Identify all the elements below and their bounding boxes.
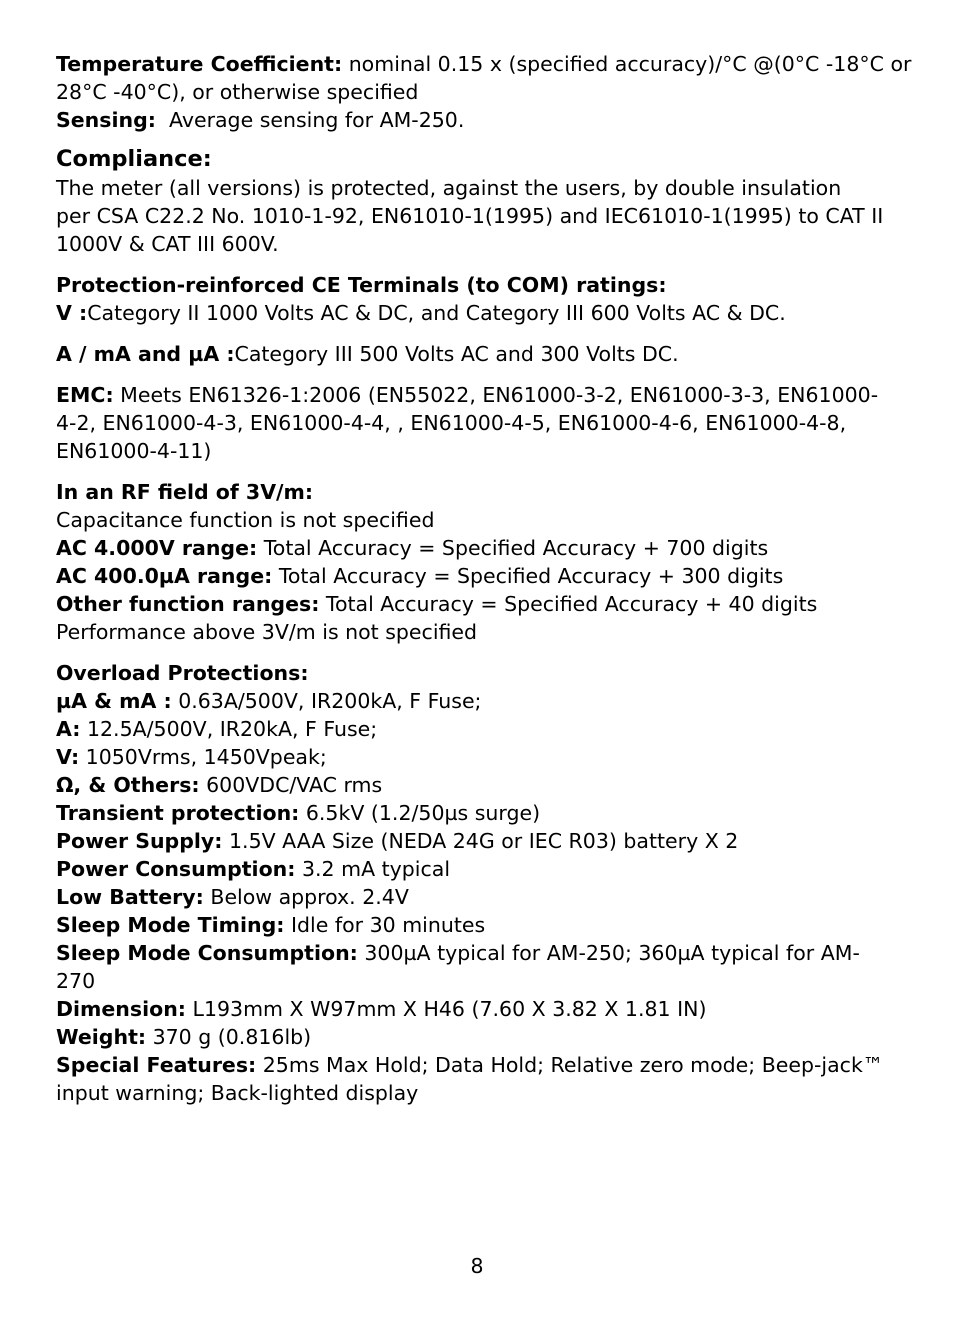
compliance-heading: Compliance:: [56, 146, 212, 172]
temp-coefficient-label: Temperature Coefficient:: [56, 52, 343, 76]
sleep-timing-line: [56, 911, 876, 939]
rf-performance: Performance above 3V/m is not specified: [56, 620, 478, 644]
sensing-value: Average sensing for AM-250.: [155, 108, 465, 132]
power-consumption-value: 3.2 mA typical: [295, 857, 451, 881]
weight-line: [56, 1023, 876, 1051]
emc-line-1: [56, 381, 879, 409]
rf-ac400-value: Total Accuracy = Specified Accuracy + 300 digits: [272, 564, 784, 588]
protection-a-value: Category III 500 Volts AC and 300 Volts DC.: [234, 342, 679, 366]
power-supply-label: Power Supply:: [56, 829, 223, 853]
protection-a-label: A / mA and µA :: [56, 342, 235, 366]
spacer: [56, 646, 876, 659]
sleep-timing-label: Sleep Mode Timing:: [56, 913, 285, 937]
sleep-consumption-value: 300µA typical for AM-250; 360µA typical for AM-: [357, 941, 860, 965]
overload-ohm-value: 600VDC/VAC rms: [199, 773, 383, 797]
emc-value: Meets EN61326-1:2006 (EN55022, EN61000-3-2, EN61000-3-3, EN61000-: [113, 383, 879, 407]
overload-heading: Overload Protections:: [56, 661, 309, 685]
compliance-text-2: per CSA C22.2 No. 1010-1-92, EN61010-1(1995) and IEC61010-1(1995) to CAT II: [56, 204, 884, 228]
rf-ac4-label: AC 4.000V range:: [56, 536, 258, 560]
protection-v-line: [56, 299, 876, 327]
rf-capacitance: Capacitance function is not specified: [56, 508, 435, 532]
special-features-value: 25ms Max Hold; Data Hold; Relative zero mode; Beep-jack™: [256, 1053, 884, 1077]
protection-v-label: V :: [56, 301, 88, 325]
overload-v-value: 1050Vrms, 1450Vpeak;: [79, 745, 327, 769]
compliance-text-1: The meter (all versions) is protected, against the users, by double insulation: [56, 176, 842, 200]
overload-ua-line: [56, 687, 876, 715]
overload-ohm-line: [56, 771, 876, 799]
sleep-consumption-line: [56, 939, 876, 967]
emc-label: EMC:: [56, 383, 114, 407]
low-battery-label: Low Battery:: [56, 885, 204, 909]
rf-ac4-value: Total Accuracy = Specified Accuracy + 700 digits: [257, 536, 769, 560]
protection-v-value: Category II 1000 Volts AC & DC, and Category III 600 Volts AC & DC.: [87, 301, 786, 325]
special-features-line: [56, 1051, 884, 1079]
special-features-line-2: input warning; Back-lighted display: [56, 1081, 419, 1105]
sleep-timing-value: Idle for 30 minutes: [284, 913, 486, 937]
transient-line: [56, 799, 876, 827]
overload-ua-value: 0.63A/500V, IR200kA, F Fuse;: [171, 689, 482, 713]
weight-value: 370 g (0.816lb): [146, 1025, 312, 1049]
emc-line-3: EN61000-4-11): [56, 439, 212, 463]
rf-other-line: [56, 590, 876, 618]
rf-heading: In an RF field of 3V/m:: [56, 480, 314, 504]
overload-a-label: A:: [56, 717, 81, 741]
spec-page-body: [56, 50, 912, 1107]
page-number: 8: [470, 1254, 484, 1278]
power-supply-value: 1.5V AAA Size (NEDA 24G or IEC R03) battery X 2: [222, 829, 739, 853]
weight-label: Weight:: [56, 1025, 147, 1049]
dimension-value: L193mm X W97mm X H46 (7.60 X 3.82 X 1.81 IN): [186, 997, 707, 1021]
low-battery-line: [56, 883, 876, 911]
rf-other-value: Total Accuracy = Specified Accuracy + 40 digits: [319, 592, 818, 616]
power-supply-line: [56, 827, 876, 855]
overload-v-label: V:: [56, 745, 80, 769]
rf-other-label: Other function ranges:: [56, 592, 320, 616]
protection-heading: Protection-reinforced CE Terminals (to COM) ratings:: [56, 273, 667, 297]
compliance-text-3: 1000V & CAT III 600V.: [56, 232, 279, 256]
power-consumption-line: [56, 855, 876, 883]
spacer: [56, 258, 876, 271]
overload-a-value: 12.5A/500V, IR20kA, F Fuse;: [80, 717, 378, 741]
sleep-consumption-line-2: 270: [56, 969, 96, 993]
rf-ac400-line: [56, 562, 876, 590]
overload-a-line: [56, 715, 876, 743]
spacer: [56, 368, 876, 381]
low-battery-value: Below approx. 2.4V: [203, 885, 409, 909]
transient-label: Transient protection:: [56, 801, 300, 825]
overload-v-line: [56, 743, 876, 771]
rf-ac4-line: [56, 534, 876, 562]
overload-ohm-label: Ω, & Others:: [56, 773, 200, 797]
spacer: [56, 465, 876, 478]
sleep-consumption-label: Sleep Mode Consumption:: [56, 941, 358, 965]
dimension-line: [56, 995, 876, 1023]
temp-coefficient-line-2: 28°C -40°C), or otherwise specified: [56, 80, 419, 104]
dimension-label: Dimension:: [56, 997, 187, 1021]
spacer: [56, 327, 876, 340]
emc-line-2: 4-2, EN61000-4-3, EN61000-4-4, , EN61000-4-5, EN61000-4-6, EN61000-4-8,: [56, 411, 847, 435]
sensing-line: [56, 106, 876, 134]
rf-ac400-label: AC 400.0µA range:: [56, 564, 273, 588]
transient-value: 6.5kV (1.2/50µs surge): [299, 801, 541, 825]
temp-coefficient-value: nominal 0.15 x (specified accuracy)/°C @(0°C -18°C or: [342, 52, 912, 76]
special-features-label: Special Features:: [56, 1053, 257, 1077]
protection-a-line: [56, 340, 876, 368]
power-consumption-label: Power Consumption:: [56, 857, 296, 881]
overload-ua-label: µA & mA :: [56, 689, 172, 713]
temp-coefficient-line: [56, 50, 912, 78]
sensing-label: Sensing:: [56, 108, 156, 132]
